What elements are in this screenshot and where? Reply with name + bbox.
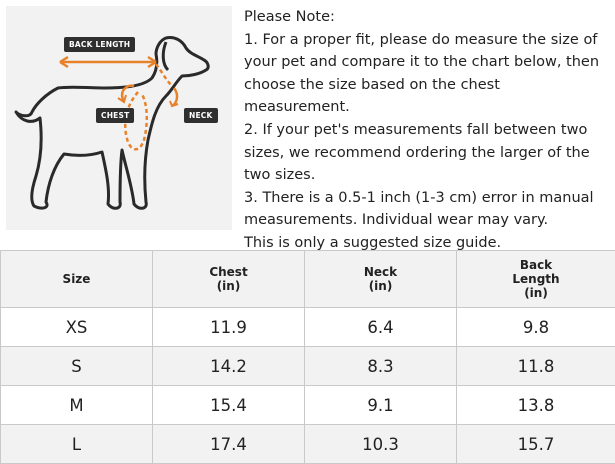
chest-cell: 14.2 bbox=[153, 347, 305, 386]
neck-cell: 9.1 bbox=[305, 386, 457, 425]
size-cell: M bbox=[1, 386, 153, 425]
back-length-cell: 13.8 bbox=[457, 386, 615, 425]
back-length-cell: 11.8 bbox=[457, 347, 615, 386]
note-item: 3. There is a 0.5-1 inch (1-3 cm) error in manual measurements. Individual wear may vary. bbox=[244, 187, 610, 232]
neck-cell: 10.3 bbox=[305, 425, 457, 464]
back-length-header: Back Length (in) bbox=[457, 251, 615, 308]
dog-measurement-illustration bbox=[6, 6, 232, 230]
chest-cell: 17.4 bbox=[153, 425, 305, 464]
table-row bbox=[1, 386, 615, 425]
size-guide-note bbox=[244, 6, 610, 255]
table-row bbox=[1, 425, 615, 464]
note-item: 2. If your pet's measurements fall between two sizes, we recommend ordering the larger of the two sizes. bbox=[244, 119, 610, 187]
note-title: Please Note: bbox=[244, 6, 610, 29]
chest-header: Chest (in) bbox=[153, 251, 305, 308]
neck-cell: 6.4 bbox=[305, 308, 457, 347]
chest-cell: 11.9 bbox=[153, 308, 305, 347]
table-row bbox=[1, 308, 615, 347]
table-header-row bbox=[1, 251, 615, 308]
neck-label: NECK bbox=[184, 108, 218, 123]
note-item: 1. For a proper fit, please do measure the size of your pet and compare it to the chart below, then choose the size based on the chest measurement. bbox=[244, 29, 610, 119]
neck-cell: 8.3 bbox=[305, 347, 457, 386]
size-cell: S bbox=[1, 347, 153, 386]
size-cell: XS bbox=[1, 308, 153, 347]
table-row bbox=[1, 347, 615, 386]
size-table bbox=[0, 250, 615, 464]
size-header: Size bbox=[1, 251, 153, 308]
neck-header: Neck (in) bbox=[305, 251, 457, 308]
note-item: This is only a suggested size guide. bbox=[244, 232, 610, 255]
back-length-cell: 15.7 bbox=[457, 425, 615, 464]
size-chart bbox=[0, 250, 615, 464]
size-cell: L bbox=[1, 425, 153, 464]
chest-label: CHEST bbox=[96, 108, 134, 123]
back-length-cell: 9.8 bbox=[457, 308, 615, 347]
back-length-label: BACK LENGTH bbox=[64, 37, 135, 52]
chest-cell: 15.4 bbox=[153, 386, 305, 425]
